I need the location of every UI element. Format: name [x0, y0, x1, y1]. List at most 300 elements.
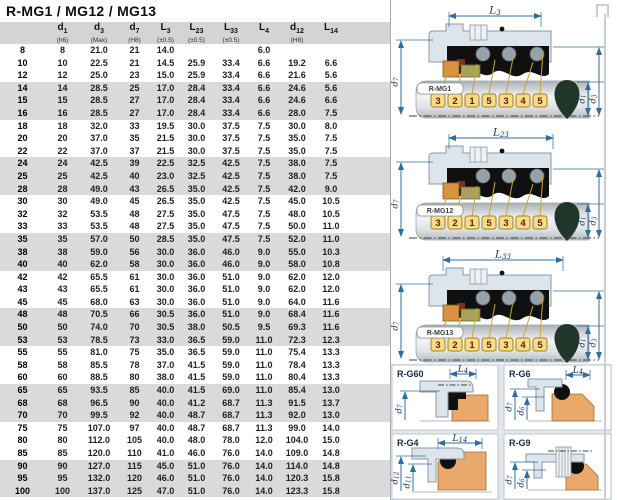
- mg13-diagram: [391, 249, 604, 364]
- dimension-cell: 45: [57, 296, 68, 307]
- dimension-cell: [279, 44, 315, 57]
- dimension-cell: 48.7: [187, 422, 206, 433]
- table-row: [0, 271, 390, 284]
- dimension-cell: 7.5: [257, 196, 271, 207]
- dimension-cell: 70: [57, 410, 68, 421]
- dimension-cell: 28.4: [187, 95, 206, 106]
- dimension-cell: 36.0: [187, 309, 206, 320]
- table-row: [0, 485, 390, 498]
- dimension-cell: 14.0: [322, 422, 340, 433]
- dimension-cell: 11.0: [255, 372, 273, 383]
- dimension-cell: 7.5: [324, 158, 338, 169]
- dimension-cell: 13.3: [322, 359, 340, 370]
- dimension-cell: 70: [129, 322, 140, 333]
- dimension-cell: 40.0: [156, 410, 175, 421]
- row-size-label: 22: [17, 145, 28, 156]
- dimension-cell: 40: [57, 259, 68, 270]
- dimension-cell: 11.6: [322, 296, 340, 307]
- row-size-label: 70: [17, 410, 28, 421]
- dimension-cell: 51.0: [222, 284, 240, 295]
- col-header-d3: $d_3$ (Max): [80, 22, 118, 44]
- row-size-label: 58: [17, 359, 28, 370]
- dimension-cell: 17.0: [156, 95, 175, 106]
- dimension-cell: 57.0: [90, 233, 108, 244]
- row-size-label: 65: [17, 385, 28, 396]
- dimension-cell: 41.5: [187, 359, 206, 370]
- row-filler-cell: [347, 422, 390, 435]
- dimension-cell: 9.0: [257, 296, 271, 307]
- dimension-cell: 85.4: [288, 385, 306, 396]
- dimension-cell: 7.5: [257, 133, 271, 144]
- dimension-cell: 22: [57, 145, 68, 156]
- rg4-length-dim: L14: [452, 434, 468, 445]
- dimension-cell: 9.0: [257, 271, 271, 282]
- dimension-cell: 38.0: [187, 322, 206, 333]
- dimension-cell: 6.6: [257, 107, 271, 118]
- dimension-cell: 19.5: [156, 120, 175, 131]
- dimension-cell: 33.4: [222, 107, 240, 118]
- row-size-label: 8: [19, 45, 25, 55]
- dimension-cell: 19.2: [288, 57, 306, 68]
- dimension-cell: 48.0: [288, 208, 306, 219]
- dimension-cell: 30.0: [156, 259, 175, 270]
- row-filler-cell: [347, 120, 390, 133]
- dimension-cell: 21.0: [90, 45, 108, 55]
- dimension-cell: 65.5: [90, 271, 108, 282]
- dimension-cell: 58: [129, 259, 140, 270]
- dimension-cell: 69.0: [222, 385, 240, 396]
- row-size-label: 95: [17, 473, 28, 484]
- dimension-cell: 35.0: [187, 208, 206, 219]
- dimension-cell: 68.7: [222, 410, 240, 421]
- dimension-cell: 30.0: [156, 296, 175, 307]
- dimension-cell: 40.0: [156, 435, 175, 446]
- col-header-L33: $L_{33}$ (±0.5): [213, 22, 249, 44]
- table-row: [0, 120, 390, 133]
- dimension-cell: 38.0: [156, 372, 175, 383]
- dimension-cell: 11.0: [322, 233, 340, 244]
- dimension-cell: 13.0: [322, 385, 340, 396]
- dimension-cell: 25.9: [187, 70, 206, 81]
- dimension-cell: 62.0: [90, 259, 108, 270]
- dimension-cell: 35.0: [156, 347, 175, 358]
- dimension-cell: 47.0: [156, 485, 175, 496]
- col-header-d1: $d_1$ (h6): [45, 22, 80, 44]
- dimension-cell: 114.0: [285, 460, 309, 471]
- dimension-cell: 76.0: [222, 485, 240, 496]
- dimension-cell: 8: [59, 45, 65, 55]
- dimension-cell: 42.5: [222, 183, 240, 194]
- table-row: [0, 321, 390, 334]
- rg6-length-dim: L4: [572, 366, 584, 377]
- col-header-L4: $L_4$: [249, 22, 279, 44]
- row-size-label: 30: [17, 196, 28, 207]
- dimension-cell: 45.0: [288, 196, 306, 207]
- d7-dim-label: d7: [391, 77, 401, 87]
- dimension-cell: 78: [129, 359, 140, 370]
- dimension-cell: 33: [57, 221, 68, 232]
- dimension-cell: 13.7: [322, 397, 340, 408]
- dimension-cell: 33.0: [156, 334, 175, 345]
- dimension-cell: 7.5: [257, 183, 271, 194]
- dimension-cell: 14.0: [255, 485, 273, 496]
- dimension-cell: 37.5: [222, 120, 240, 131]
- dimension-cell: 50.5: [222, 322, 240, 333]
- row-size-label: 53: [17, 334, 28, 345]
- rg6-d7-label: d7: [504, 402, 515, 412]
- row-size-label: 28: [17, 183, 28, 194]
- dimension-cell: 78.0: [222, 435, 240, 446]
- dimension-cell: 50: [129, 233, 140, 244]
- dimension-cell: 12.0: [255, 435, 273, 446]
- mg-diagrams-figure: [391, 0, 608, 364]
- dimension-cell: 51.0: [187, 473, 206, 484]
- row-size-label: 55: [17, 347, 28, 358]
- dimension-cell: 30.0: [156, 284, 175, 295]
- dimension-cell: 58: [57, 359, 68, 370]
- dimension-cell: 7.5: [257, 233, 271, 244]
- dimension-cell: 23.0: [156, 170, 175, 181]
- dimension-cell: 37.0: [90, 133, 108, 144]
- dimension-cell: 68.7: [222, 397, 240, 408]
- dimension-cell: 40.0: [156, 397, 175, 408]
- dimension-cell: 72.3: [288, 334, 306, 345]
- dimension-cell: 73: [129, 334, 140, 345]
- dimension-cell: 48: [57, 309, 68, 320]
- row-size-label: 100: [14, 485, 31, 496]
- rg6-d6-label: d6: [516, 406, 527, 416]
- dimension-cell: 7.5: [257, 221, 271, 232]
- dimension-cell: 92.0: [288, 410, 306, 421]
- dimension-cell: 7.5: [324, 107, 338, 118]
- row-size-label: 85: [17, 448, 28, 458]
- dimension-cell: 28.4: [187, 107, 206, 118]
- dimension-cell: 11.0: [255, 359, 273, 370]
- dimension-cell: 6.6: [257, 95, 271, 106]
- row-size-label: 25: [17, 170, 28, 181]
- rg60-d7-label: d7: [394, 404, 405, 414]
- dimension-cell: 7.5: [257, 158, 271, 169]
- page-title: R-MG1 / MG12 / MG13: [6, 3, 157, 19]
- dimension-cell: 6.0: [257, 45, 271, 55]
- dimension-cell: 61: [129, 284, 140, 295]
- row-size-label: 40: [17, 259, 28, 270]
- row-size-label: 15: [17, 95, 28, 106]
- dimension-cell: 7.5: [257, 120, 271, 131]
- dimension-cell: 88.5: [90, 372, 108, 383]
- dimension-cell: 30.0: [156, 271, 175, 282]
- dimension-cell: 9.0: [257, 259, 271, 270]
- dimension-cell: 92: [129, 410, 140, 421]
- dimension-cell: 11.6: [322, 322, 340, 333]
- dimension-cell: 78.4: [288, 359, 306, 370]
- row-filler-cell: [347, 460, 390, 473]
- dimension-cell: 104.0: [285, 435, 309, 446]
- dimension-cell: 15.8: [322, 485, 340, 496]
- dimension-cell: 120.3: [285, 473, 309, 484]
- seat-variants-figure: [391, 364, 612, 500]
- row-size-label: 33: [17, 221, 28, 232]
- table-row: [0, 434, 390, 447]
- dimension-cell: 26.5: [156, 183, 175, 194]
- dimension-cell: 53.5: [90, 221, 108, 232]
- dimension-cell: 40.0: [156, 422, 175, 433]
- dimension-cell: 7.5: [324, 133, 338, 144]
- dimension-cell: 48.0: [187, 435, 206, 446]
- dimension-cell: 76.0: [222, 460, 240, 471]
- table-row: [0, 157, 390, 170]
- row-filler-cell: [347, 107, 390, 120]
- dimension-cell: 14.0: [255, 460, 273, 471]
- row-size-label: 24: [17, 158, 28, 169]
- dimension-cell: 35.0: [187, 221, 206, 232]
- dimension-cell: 35.0: [187, 183, 206, 194]
- dimension-cell: 59.0: [222, 372, 240, 383]
- table-row: [0, 195, 390, 208]
- d1-dim-label: d1: [577, 216, 588, 226]
- dimension-table: [0, 22, 390, 497]
- dimension-cell: 9.5: [257, 322, 271, 333]
- dimension-cell: 28.0: [288, 107, 306, 118]
- dimension-cell: 7.5: [257, 145, 271, 156]
- dimension-cell: 120.0: [87, 448, 111, 458]
- row-filler-cell: [347, 44, 390, 57]
- dimension-cell: 28.4: [187, 82, 206, 93]
- dimension-cell: 93.5: [90, 385, 108, 396]
- dimension-cell: 41.2: [187, 397, 206, 408]
- dimension-cell: 28.5: [90, 95, 108, 106]
- row-filler-cell: [347, 409, 390, 422]
- rg4-label: R-G4: [397, 438, 419, 448]
- table-row: [0, 145, 390, 158]
- dimension-cell: 6.6: [257, 70, 271, 81]
- dimension-cell: 42.5: [90, 158, 108, 169]
- row-filler-cell: [347, 258, 390, 271]
- row-size-label: 14: [17, 82, 28, 93]
- dimension-cell: 33.4: [222, 82, 240, 93]
- col-header-L3: $L_3$ (±0.5): [151, 22, 180, 44]
- page-edge-notch: [596, 4, 609, 17]
- dimension-cell: 47.5: [222, 208, 240, 219]
- dimension-cell: 11.3: [255, 422, 273, 433]
- rg4-d11-label: d11: [402, 475, 413, 489]
- dimension-cell: 58.0: [288, 259, 306, 270]
- dimension-cell: 42.5: [222, 170, 240, 181]
- row-filler-cell: [347, 271, 390, 284]
- dimension-cell: 53.5: [90, 208, 108, 219]
- dimension-cell: 7.5: [257, 170, 271, 181]
- table-row: [0, 94, 390, 107]
- d3-dim-label: d3: [588, 338, 599, 348]
- col-header-L23: $L_{23}$ (±0.5): [180, 22, 213, 44]
- dimension-cell: 35.0: [288, 145, 306, 156]
- dimension-cell: 49.0: [90, 196, 108, 207]
- dimension-cell: 38: [57, 246, 68, 257]
- dimension-cell: 90: [129, 397, 140, 408]
- dimension-cell: 41.5: [187, 372, 206, 383]
- dimension-cell: 47.5: [222, 221, 240, 232]
- dimension-cell: 27.5: [156, 208, 175, 219]
- dimension-cell: 32.5: [187, 158, 206, 169]
- row-size-label: 50: [17, 322, 28, 333]
- dimension-cell: 10: [57, 57, 68, 68]
- row-filler-cell: [347, 145, 390, 158]
- mg12-diagram: [391, 127, 604, 242]
- dimension-cell: 12.0: [322, 284, 340, 295]
- dimension-cell: 35.0: [187, 233, 206, 244]
- dimension-cell: 9.0: [257, 284, 271, 295]
- dimension-cell: 27.5: [156, 221, 175, 232]
- rg9-d6-label: d6: [516, 478, 527, 488]
- dimension-cell: 14.0: [255, 473, 273, 484]
- table-row: [0, 220, 390, 233]
- dimension-cell: [180, 44, 213, 57]
- dimension-cell: 30.0: [187, 120, 206, 131]
- dimension-cell: 62.0: [288, 284, 306, 295]
- dimension-cell: 75.4: [288, 347, 306, 358]
- dimension-cell: 45: [129, 196, 140, 207]
- mg12-length-dim: L23: [493, 126, 509, 139]
- row-filler-cell: [347, 233, 390, 246]
- dimension-cell: 25.0: [90, 70, 108, 81]
- dimension-cell: 85.5: [90, 359, 108, 370]
- dimension-cell: 62.0: [288, 271, 306, 282]
- table-row: [0, 44, 390, 57]
- dimension-cell: 14.0: [156, 45, 175, 55]
- dimension-cell: 12.0: [322, 271, 340, 282]
- mg13-length-dim: L33: [495, 248, 511, 261]
- table-row: [0, 308, 390, 321]
- dimension-cell: 42: [57, 271, 68, 282]
- rg4-panel: [391, 434, 498, 499]
- d3-dim-label: d3: [588, 94, 599, 104]
- dimension-cell: 45.0: [156, 460, 175, 471]
- dimension-cell: 28.5: [90, 107, 108, 118]
- dimension-cell: 14.5: [156, 57, 175, 68]
- rg9-label: R-G9: [509, 438, 531, 448]
- table-row: [0, 384, 390, 397]
- rg4-d12-label: d12: [391, 471, 401, 485]
- dimension-cell: 7.5: [324, 170, 338, 181]
- dimension-cell: 5.6: [324, 82, 338, 93]
- row-filler-cell: [347, 308, 390, 321]
- dimension-cell: 13.3: [322, 372, 340, 383]
- dimension-cell: 21: [129, 45, 140, 55]
- dimension-cell: 68.0: [90, 296, 108, 307]
- dimension-cell: 10.8: [322, 259, 340, 270]
- d7-dim-label: d7: [391, 321, 401, 331]
- dimension-cell: 21.6: [288, 70, 306, 81]
- dimension-cell: 95: [57, 473, 68, 484]
- dimension-cell: 21.5: [156, 145, 175, 156]
- dimension-cell: 51.0: [187, 460, 206, 471]
- dimension-cell: 11.6: [322, 309, 340, 320]
- dimension-cell: 110: [127, 448, 142, 458]
- rg60-panel: [392, 365, 498, 430]
- dimension-cell: 97: [129, 422, 140, 433]
- row-filler-cell: [347, 170, 390, 183]
- mg13-label: R-MG13: [426, 330, 454, 337]
- dimension-cell: 24.6: [288, 95, 306, 106]
- dimension-cell: 9.0: [257, 246, 271, 257]
- dimension-cell: 42.5: [222, 196, 240, 207]
- dimension-cell: 59.0: [222, 347, 240, 358]
- dimension-cell: 36.5: [187, 334, 206, 345]
- dimension-cell: 53: [57, 334, 68, 345]
- dimension-cell: 18: [57, 120, 68, 131]
- row-size-label: 45: [17, 296, 28, 307]
- dimension-cell: 15.0: [322, 435, 340, 446]
- dimension-cell: 48.7: [187, 410, 206, 421]
- row-size-label: 75: [17, 422, 28, 433]
- dimension-cell: 38.0: [288, 158, 306, 169]
- row-filler-cell: [347, 485, 390, 498]
- row-size-label: 68: [17, 397, 28, 408]
- dimension-cell: 15.8: [322, 473, 340, 484]
- table-row: [0, 296, 390, 309]
- dimension-cell: 69.3: [288, 322, 306, 333]
- dimension-cell: 50.0: [288, 221, 306, 232]
- row-size-label: 18: [17, 120, 28, 131]
- row-filler-cell: [347, 183, 390, 196]
- dimension-cell: 37: [129, 145, 140, 156]
- dimension-cell: 68.7: [222, 422, 240, 433]
- dimension-cell: 11.0: [255, 347, 273, 358]
- table-row: [0, 170, 390, 183]
- dimension-cell: 26.5: [156, 196, 175, 207]
- dimension-cell: 27: [129, 107, 140, 118]
- row-filler-cell: [347, 384, 390, 397]
- dimension-cell: 24.6: [288, 82, 306, 93]
- row-size-label: 32: [17, 208, 28, 219]
- table-row: [0, 183, 390, 196]
- row-filler-cell: [347, 195, 390, 208]
- table-row: [0, 82, 390, 95]
- dimension-cell: 32.5: [187, 170, 206, 181]
- row-filler-cell: [347, 157, 390, 170]
- row-filler-cell: [347, 472, 390, 485]
- dimension-cell: 35: [129, 133, 140, 144]
- dimension-cell: 65.5: [90, 284, 108, 295]
- dimension-cell: 70.5: [90, 309, 108, 320]
- dimension-cell: 37.0: [90, 145, 108, 156]
- dimension-cell: 80.4: [288, 372, 306, 383]
- dimension-cell: 24: [57, 158, 68, 169]
- row-filler-cell: [347, 371, 390, 384]
- dimension-cell: 6.6: [257, 82, 271, 93]
- table-row: [0, 208, 390, 221]
- row-filler-cell: [347, 359, 390, 372]
- row-filler-cell: [347, 246, 390, 259]
- row-filler-cell: [347, 69, 390, 82]
- dimension-cell: 22.5: [90, 57, 108, 68]
- dimension-cell: 16: [57, 107, 68, 118]
- table-row: [0, 334, 390, 347]
- mg1-diagram: [391, 5, 604, 120]
- dimension-cell: 30: [57, 196, 68, 207]
- table-row: [0, 460, 390, 473]
- row-filler-cell: [347, 94, 390, 107]
- dimension-cell: 6.6: [324, 95, 338, 106]
- row-size-label: 90: [17, 460, 28, 471]
- dimension-cell: 64.0: [288, 296, 306, 307]
- dimension-cell: 7.5: [257, 208, 271, 219]
- dimension-cell: 36.5: [187, 347, 206, 358]
- dimension-cell: 7.5: [324, 145, 338, 156]
- dimension-cell: 55.0: [288, 246, 306, 257]
- d1-dim-label: d1: [577, 94, 588, 104]
- page-edge-line: [604, 14, 606, 500]
